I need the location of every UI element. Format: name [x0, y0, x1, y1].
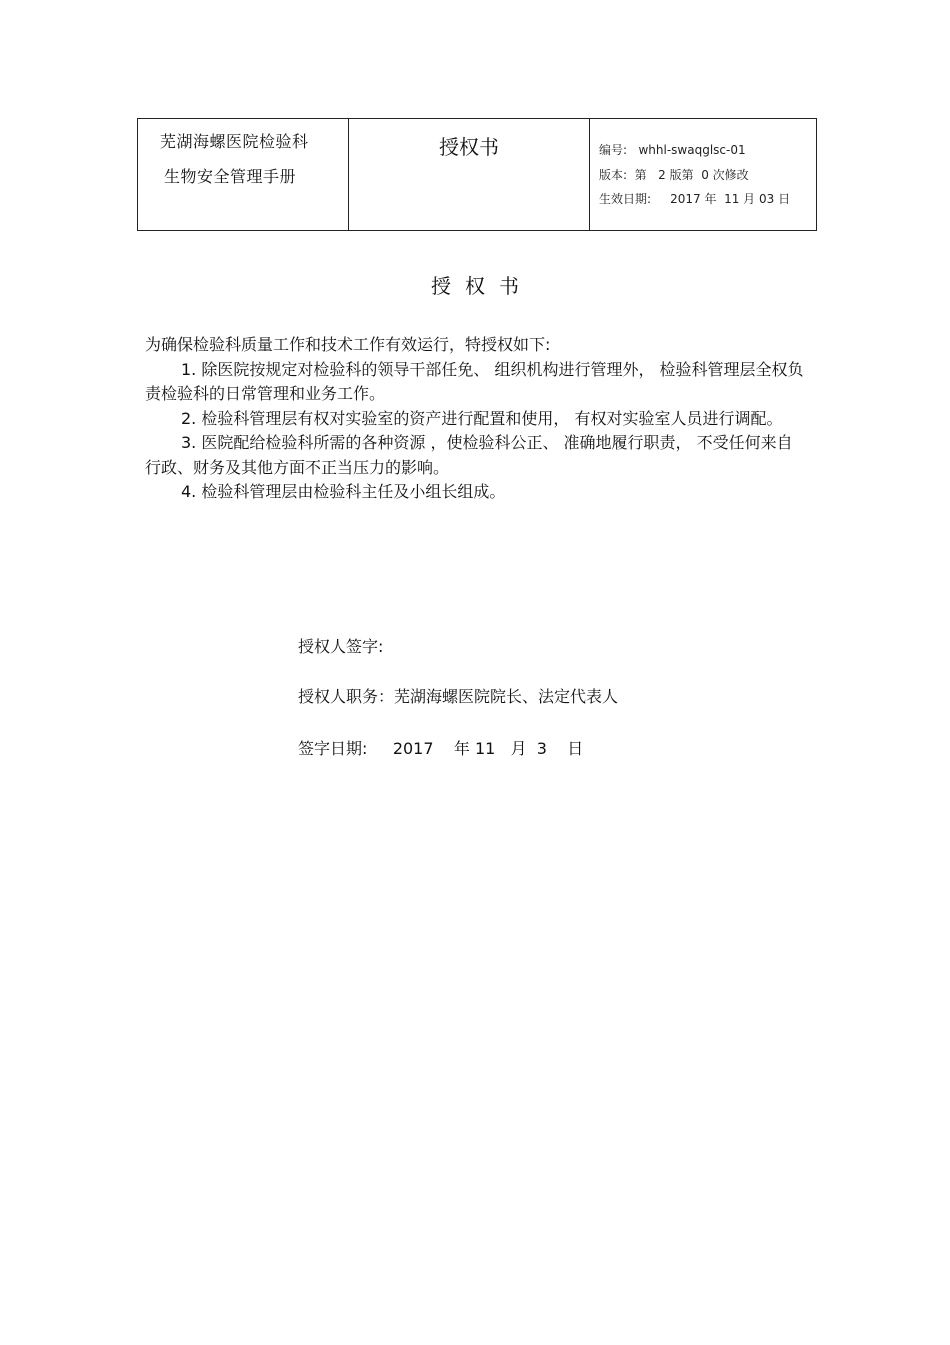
clause-1: 1. 除医院按规定对检验科的领导干部任免、 组织机构进行管理外， 检验科管理层全权负责检验科的日常管理和业务工作。 — [145, 359, 804, 403]
page-title: 授权书 — [431, 274, 533, 298]
clause-3: 3. 医院配给检验科所需的各种资源 ，使检验科公正、 准确地履行职责， 不受任何来自行政、财务及其他方面不正当压力的影响。 — [145, 433, 793, 477]
org-name: 芜湖海螺医院检验科 — [160, 132, 309, 151]
header-doc-title: 授权书 — [439, 135, 499, 159]
clause-4: 4. 检验科管理层由检验科主任及小组长组成。 — [181, 482, 506, 501]
header-org-cell — [138, 119, 349, 230]
clause-2: 2. 检验科管理层有权对实验室的资产进行配置和使用， 有权对实验室人员进行调配。 — [181, 408, 783, 428]
signer-position: 授权人职务：芜湖海螺医院院长、法定代表人 — [298, 687, 619, 706]
signer-label: 授权人签字: — [298, 637, 384, 656]
document-header-table — [137, 118, 817, 231]
header-meta-cell — [590, 119, 816, 230]
intro-paragraph: 为确保检验科质量工作和技术工作有效运行，特授权如下: — [145, 335, 551, 354]
doc-version: 版本: 第 2 版第 0 次修改 — [599, 168, 749, 182]
manual-name: 生物安全管理手册 — [164, 167, 297, 186]
signature-date: 签字日期: 2017 年 11 月 3 日 — [298, 739, 584, 758]
effective-date: 生效日期: 2017 年 11 月 03 日 — [599, 192, 791, 206]
authorization-body — [145, 333, 807, 505]
doc-code: 编号: whhl-swaqglsc-01 — [599, 143, 746, 157]
header-title-cell — [349, 119, 590, 230]
